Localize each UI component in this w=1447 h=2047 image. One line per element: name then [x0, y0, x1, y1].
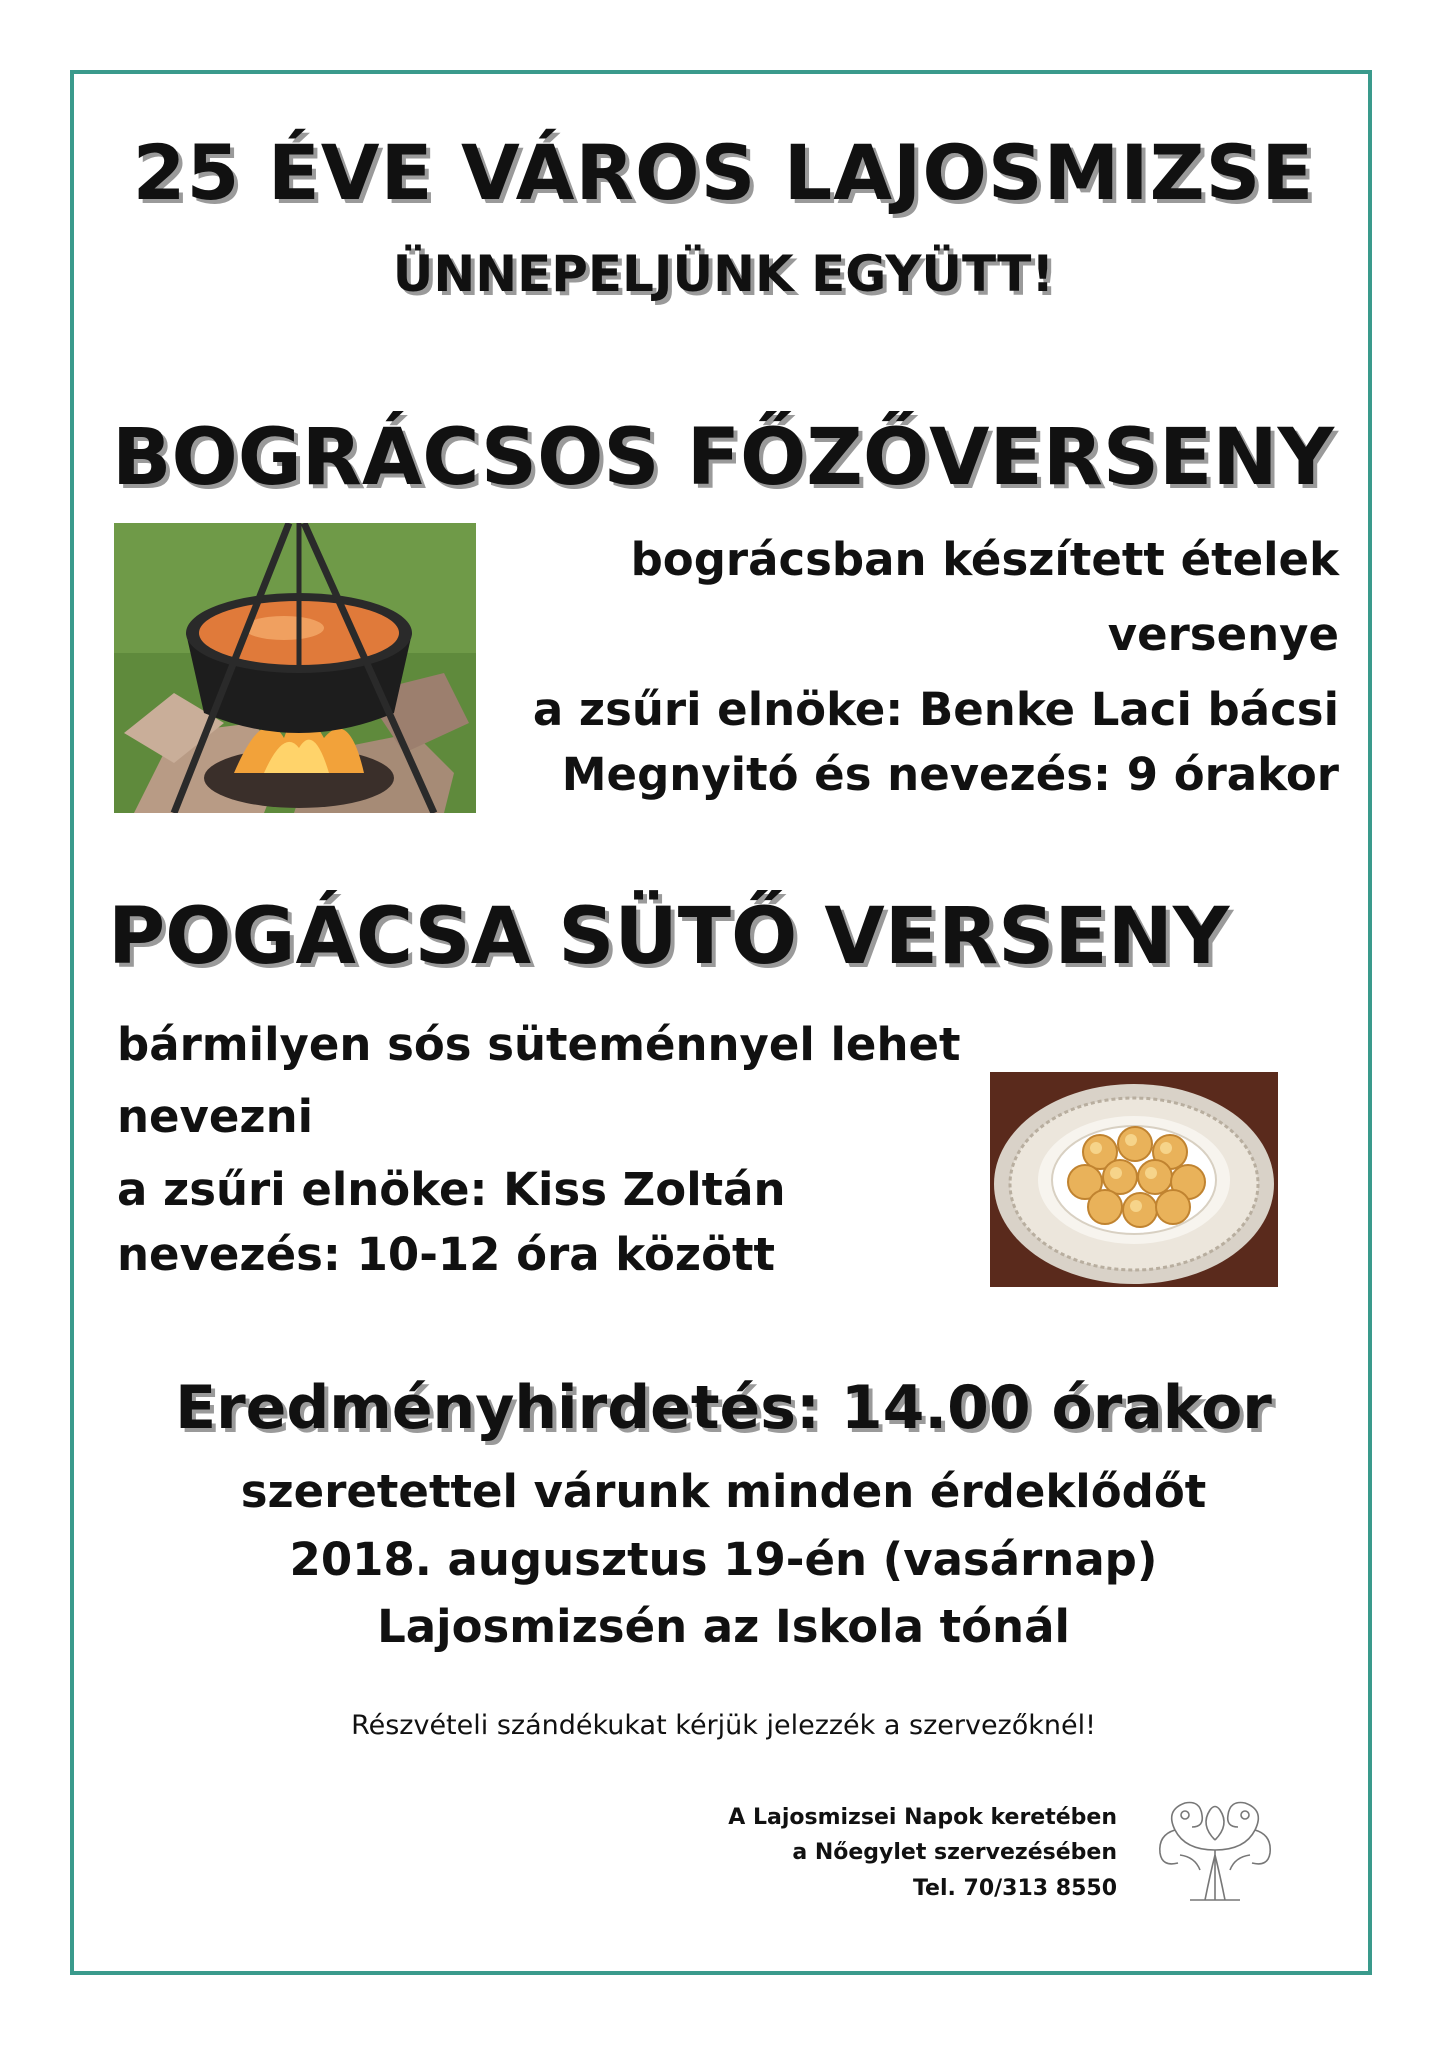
- organizer-line1: A Lajosmizsei Napok keretében: [728, 1805, 1117, 1830]
- pastry-photo: [990, 1072, 1278, 1287]
- section-heading-bogracsos: BOGRÁCSOS FŐZŐVERSENY: [112, 413, 1335, 503]
- results-location: Lajosmizsén az Iskola tónál: [377, 1600, 1070, 1653]
- participation-notice: Részvételi szándékukat kérjük jelezzék a szervezőknél!: [351, 1710, 1096, 1741]
- organizer-phone: Tel. 70/313 8550: [912, 1876, 1117, 1901]
- poster-subtitle: ÜNNEPELJÜNK EGYÜTT!: [392, 245, 1055, 303]
- cauldron-icon: [114, 523, 476, 813]
- results-heading: Eredményhirdetés: 14.00 órakor: [175, 1373, 1272, 1443]
- section2-entry: nevezés: 10-12 óra között: [117, 1228, 776, 1281]
- section1-line1: bográcsban készített ételek: [630, 533, 1339, 586]
- results-welcome: szeretettel várunk minden érdeklődőt: [240, 1465, 1207, 1518]
- section1-line2: versenye: [1107, 608, 1339, 661]
- cauldron-photo: [114, 523, 476, 813]
- section-heading-pogacsa: POGÁCSA SÜTŐ VERSENY: [108, 892, 1230, 982]
- section1-opening: Megnyitó és nevezés: 9 órakor: [561, 748, 1339, 801]
- tree-logo-icon: [1150, 1795, 1280, 1905]
- section2-line1: bármilyen sós süteménnyel lehet: [117, 1018, 961, 1071]
- organizer-line2: a Nőegylet szervezésében: [792, 1840, 1117, 1865]
- poster-title: 25 ÉVE VÁROS LAJOSMIZSE: [132, 128, 1315, 217]
- results-date: 2018. augusztus 19-én (vasárnap): [289, 1533, 1158, 1586]
- section2-jury: a zsűri elnöke: Kiss Zoltán: [117, 1163, 786, 1216]
- section1-jury: a zsűri elnöke: Benke Laci bácsi: [532, 683, 1339, 736]
- section2-line2: nevezni: [117, 1090, 314, 1143]
- pastry-icon: [990, 1072, 1278, 1287]
